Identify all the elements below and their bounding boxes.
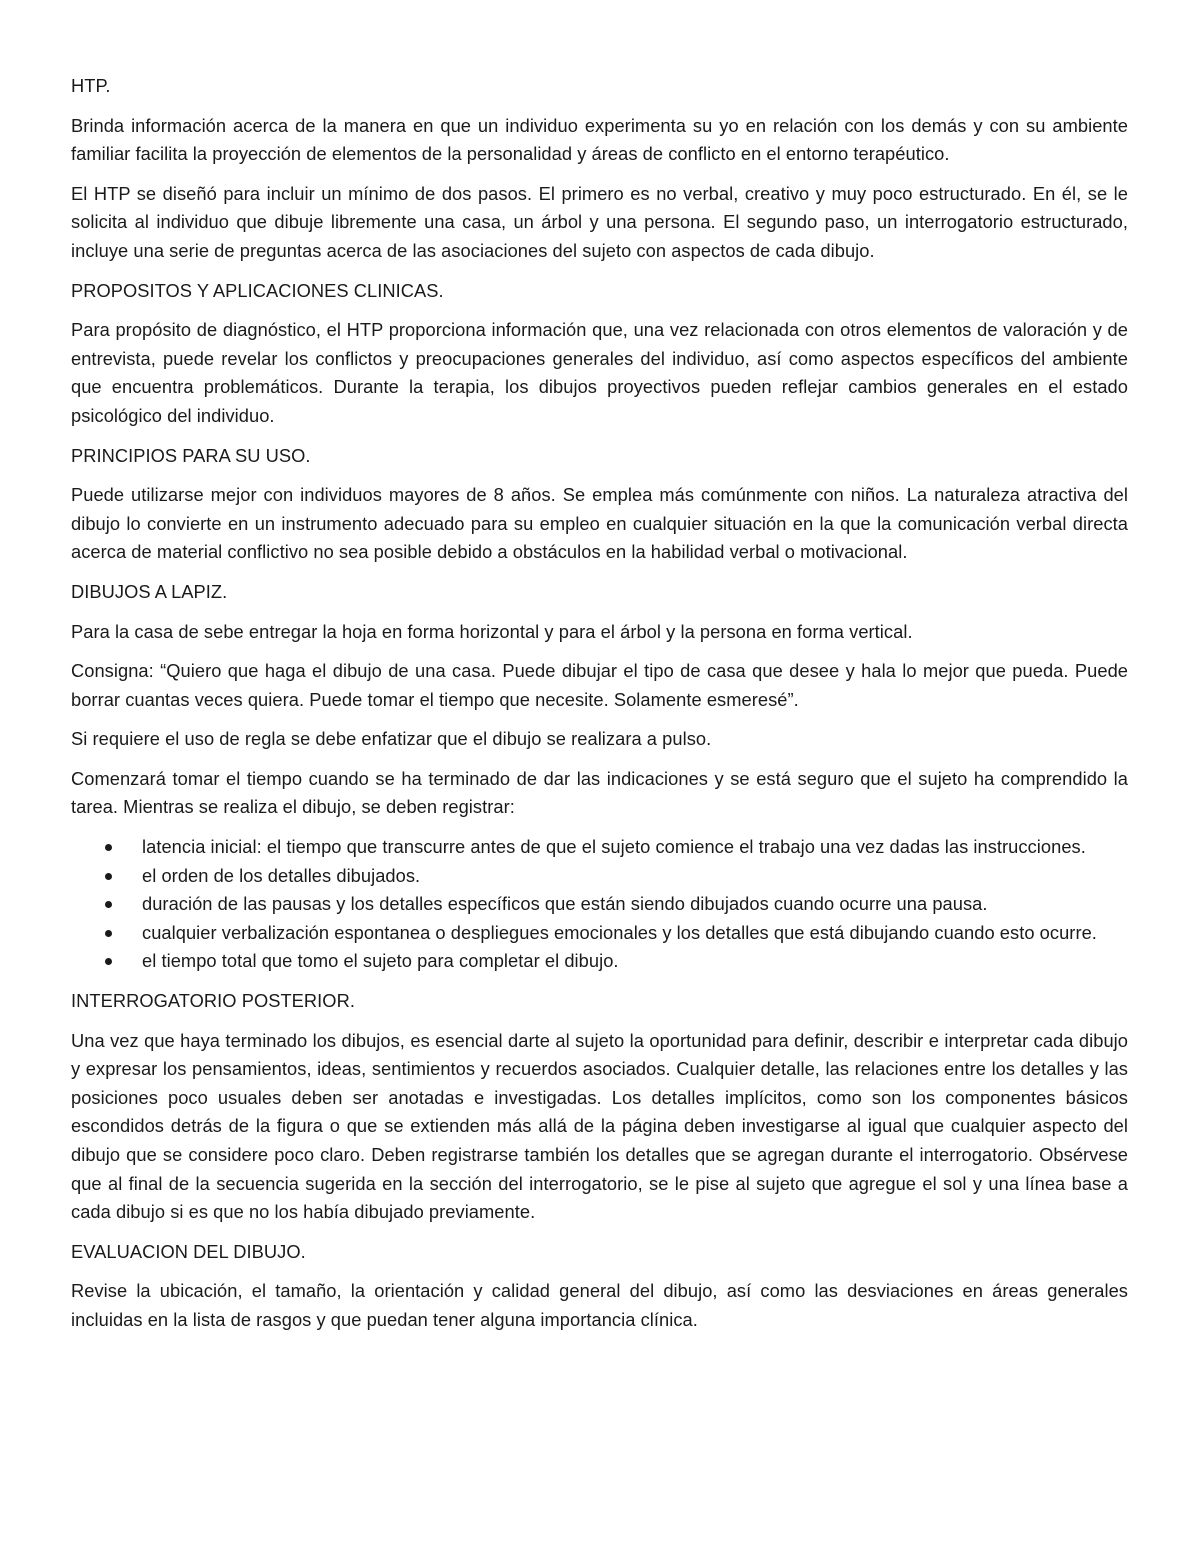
- propositos-paragraph: Para propósito de diagnóstico, el HTP proporciona información que, una vez relacionada con otros elementos de valoración y de entrevista, puede revelar los conflictos y preocupaciones generales del individuo, así como aspectos específicos del ambiente que encuentra problemáticos. Durante la terapia, los dibujos proyectivos pueden reflejar cambios generales en el estado psicológico del individuo.: [71, 319, 1128, 426]
- bullet-icon: [105, 873, 112, 880]
- interrogatorio-paragraph: Una vez que haya terminado los dibujos, es esencial darte al sujeto la oportunidad para definir, describir e interpretar cada dibujo y expresar los pensamientos, ideas, sentimientos y recuerdos asociados. Cualquier detalle, las relaciones entre los detalles y las posiciones poco usuales deben ser anotadas e investigadas. Los detalles implícitos, como son los componentes básicos escondidos detrás de la figura o que se extienden más allá de la página deben investigarse al igual que cualquier aspecto del dibujo que se considere poco claro. Deben registrarse también los detalles que se agregan durante el interrogatorio. Obsérvese que al final de la secuencia sugerida en la sección del interrogatorio, se le pise al sujeto que agregue el sol y una línea base a cada dibujo si es que no los había dibujado previamente.: [71, 1029, 1128, 1223]
- document-page: [71, 72, 1128, 1346]
- intro-paragraph-1: Brinda información acerca de la manera en que un individuo experimenta su yo en relación con los demás y con su ambiente familiar facilita la proyección de elementos de la personalidad y áreas de conflicto en el entorno terapéutico.: [71, 114, 1128, 165]
- section-heading-interrogatorio: INTERROGATORIO POSTERIOR.: [71, 990, 355, 1012]
- list-item: [71, 947, 1128, 976]
- bullet-icon: [105, 930, 112, 937]
- list-item-text: el orden de los detalles dibujados.: [142, 864, 421, 886]
- section-heading-dibujos: DIBUJOS A LAPIZ.: [71, 580, 228, 602]
- list-item: [71, 833, 1128, 862]
- bullet-icon: [105, 901, 112, 908]
- bullet-icon: [105, 844, 112, 851]
- dibujos-paragraph-orientacion: Para la casa de sebe entregar la hoja en forma horizontal y para el árbol y la persona en forma vertical.: [71, 620, 913, 642]
- dibujos-paragraph-regla: Si requiere el uso de regla se debe enfatizar que el dibujo se realizara a pulso.: [71, 728, 712, 750]
- section-heading-principios: PRINCIPIOS PARA SU USO.: [71, 444, 311, 466]
- registro-bullet-list: [71, 833, 1128, 976]
- list-item-text: latencia inicial: el tiempo que transcurre antes de que el sujeto comience el trabajo una vez dadas las instrucciones.: [142, 836, 1086, 858]
- bullet-icon: [105, 958, 112, 965]
- list-item: [71, 862, 1128, 891]
- section-heading-evaluacion: EVALUACION DEL DIBUJO.: [71, 1240, 306, 1262]
- evaluacion-paragraph: Revise la ubicación, el tamaño, la orientación y calidad general del dibujo, así como las desviaciones en áreas generales incluidas en la lista de rasgos y que puedan tener alguna importancia clínica.: [71, 1280, 1128, 1330]
- list-item-text: el tiempo total que tomo el sujeto para completar el dibujo.: [142, 950, 619, 972]
- principios-paragraph: Puede utilizarse mejor con individuos mayores de 8 años. Se emplea más comúnmente con niños. La naturaleza atractiva del dibujo lo convierte en un instrumento adecuado para su empleo en cualquier situación en la que la comunicación verbal directa acerca de material conflictivo no sea posible debido a obstáculos en la habilidad verbal o motivacional.: [71, 484, 1128, 563]
- list-item-text: cualquier verbalización espontanea o despliegues emocionales y los detalles que está dibujando cuando esto ocurre.: [142, 921, 1097, 943]
- list-item: [71, 919, 1128, 948]
- dibujos-paragraph-consigna: Consigna: “Quiero que haga el dibujo de una casa. Puede dibujar el tipo de casa que desee y hala lo mejor que pueda. Puede borrar cuantas veces quiera. Puede tomar el tiempo que necesite. Solamente esmeresé”.: [71, 660, 1128, 710]
- document-title: HTP.: [71, 75, 111, 96]
- list-item-text: duración de las pausas y los detalles específicos que están siendo dibujados cuando ocurre una pausa.: [142, 893, 988, 915]
- section-heading-propositos: PROPOSITOS Y APLICACIONES CLINICAS.: [71, 279, 444, 301]
- list-item: [71, 890, 1128, 919]
- intro-paragraph-2: El HTP se diseñó para incluir un mínimo de dos pasos. El primero es no verbal, creativo y muy poco estructurado. En él, se le solicita al individuo que dibuje libremente una casa, un árbol y una persona. El segundo paso, un interrogatorio estructurado, incluye una serie de preguntas acerca de las asociaciones del sujeto con aspectos de cada dibujo.: [71, 182, 1128, 261]
- dibujos-paragraph-tiempo: Comenzará tomar el tiempo cuando se ha terminado de dar las indicaciones y se está seguro que el sujeto ha comprendido la tarea. Mientras se realiza el dibujo, se deben registrar:: [71, 767, 1128, 818]
